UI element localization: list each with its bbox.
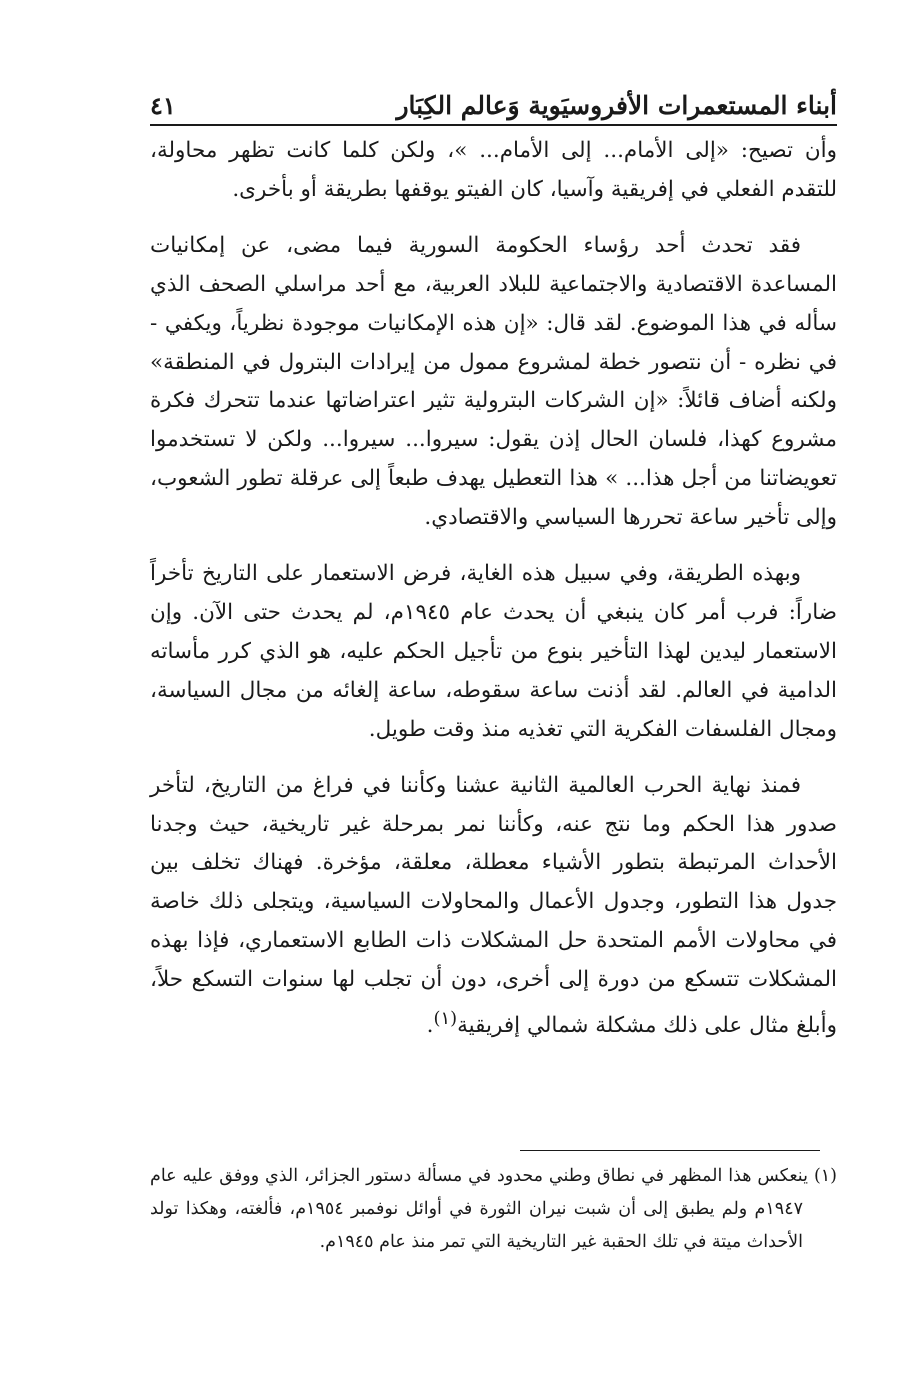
paragraph-3: وبهذه الطريقة، وفي سبيل هذه الغاية، فرض الاستعمار على التاريخ تأخراً ضاراً: فرب أمر كان ينبغي أن يحدث عام ١٩٤٥م، لم يحدث حتى الآن. وإن الاستعمار ليدين لهذا التأخير بنوع من تأجيل الحكم عليه، هو الذي كرر مأساته الدامية في العالم. لقد أذنت ساعة سقوطه، ساعة إلغائه من مجال السياسة، ومجال الفلسفات الفكرية التي تغذيه منذ وقت طويل.: [150, 561, 837, 742]
page-number: ٤١: [150, 91, 176, 120]
paragraph-4-text: فمنذ نهاية الحرب العالمية الثانية عشنا وكأننا في فراغ من التاريخ، لتأخر صدور هذا الحكم وما نتج عنه، وكأننا نمر بمرحلة غير تاريخية، حيث وجدنا الأحداث المرتبطة بتطور الأشياء معطلة، معلقة، مؤخرة. فهناك تخلف بين جدول هذا التطور، وجدول الأعمال والمحاولات السياسية، ويتجلى ذلك خاصة في محاولات الأمم المتحدة حل المشكلات ذات الطابع الاستعماري، فإذا بهذه المشكلات تتسكع من دورة إلى أخرى، دون أن تجلب لها سنوات التسكع حلاً، وأبلغ مثال على ذلك مشكلة شمالي إفريقية: [150, 772, 837, 1039]
main-text: [150, 132, 837, 1063]
footnote-reference: (١): [433, 1008, 458, 1030]
footnote-1: [150, 1160, 837, 1259]
paragraph-2: فقد تحدث أحد رؤساء الحكومة السورية فيما مضى، عن إمكانيات المساعدة الاقتصادية والاجتماعية للبلاد العربية، مع أحد مراسلي الصحف الذي سأله في هذا الموضوع. لقد قال: «إن هذه الإمكانيات موجودة نظرياً، ويكفي - في نظره - أن نتصور خطة لمشروع ممول من إيرادات البترول في المنطقة» ولكنه أضاف قائلاً: «إن الشركات البترولية تثير اعتراضاتها عندما تتحرك فكرة مشروع كهذا، فلسان الحال إذن يقول: سيروا... سيروا... ولكن لا تستخدموا تعويضاتنا من أجل هذا... » هذا التعطيل يهدف طبعاً إلى عرقلة تطور الشعوب، وإلى تأخير ساعة تحررها السياسي والاقتصادي.: [150, 232, 837, 531]
running-header: [150, 78, 837, 126]
footnote-marker: (١): [813, 1166, 837, 1186]
footnotes: [150, 1160, 837, 1259]
footnote-text: ينعكس هذا المظهر في نطاق وطني محدود في مسألة دستور الجزائر، الذي ووفق عليه عام ١٩٤٧م ولم يطبق إلى أن شبت نيران الثورة في أوائل نوفمبر ١٩٥٤م، فألغته، وهكذا تولد الأحداث ميتة في تلك الحقبة غير التاريخية التي تمر منذ عام ١٩٤٥م.: [150, 1166, 808, 1252]
footnote-divider: [520, 1150, 820, 1151]
paragraph-4: فمنذ نهاية الحرب العالمية الثانية عشنا وكأننا في فراغ من التاريخ، لتأخر صدور هذا الحكم وما نتج عنه، وكأننا نمر بمرحلة غير تاريخية، حيث وجدنا الأحداث المرتبطة بتطور الأشياء معطلة، معلقة، مؤخرة. فهناك تخلف بين جدول هذا التطور، وجدول الأعمال والمحاولات السياسية، ويتجلى ذلك خاصة في محاولات الأمم المتحدة حل المشكلات ذات الطابع الاستعماري، فإذا بهذه المشكلات تتسكع من دورة إلى أخرى، دون أن تجلب لها سنوات التسكع حلاً، وأبلغ مثال على ذلك مشكلة شمالي إفريقية$^{(١)}$.: [150, 772, 837, 1039]
paragraph-1: وأن تصيح: «إلى الأمام... إلى الأمام... »، ولكن كلما كانت تظهر محاولة، للتقدم الفعلي في إفريقية وآسيا، كان الفيتو يوقفها بطريقة أو بأخرى.: [150, 138, 837, 202]
running-title: أبناء المستعمرات الأفروسيَوية وَعالم الكِبَار: [396, 91, 837, 120]
